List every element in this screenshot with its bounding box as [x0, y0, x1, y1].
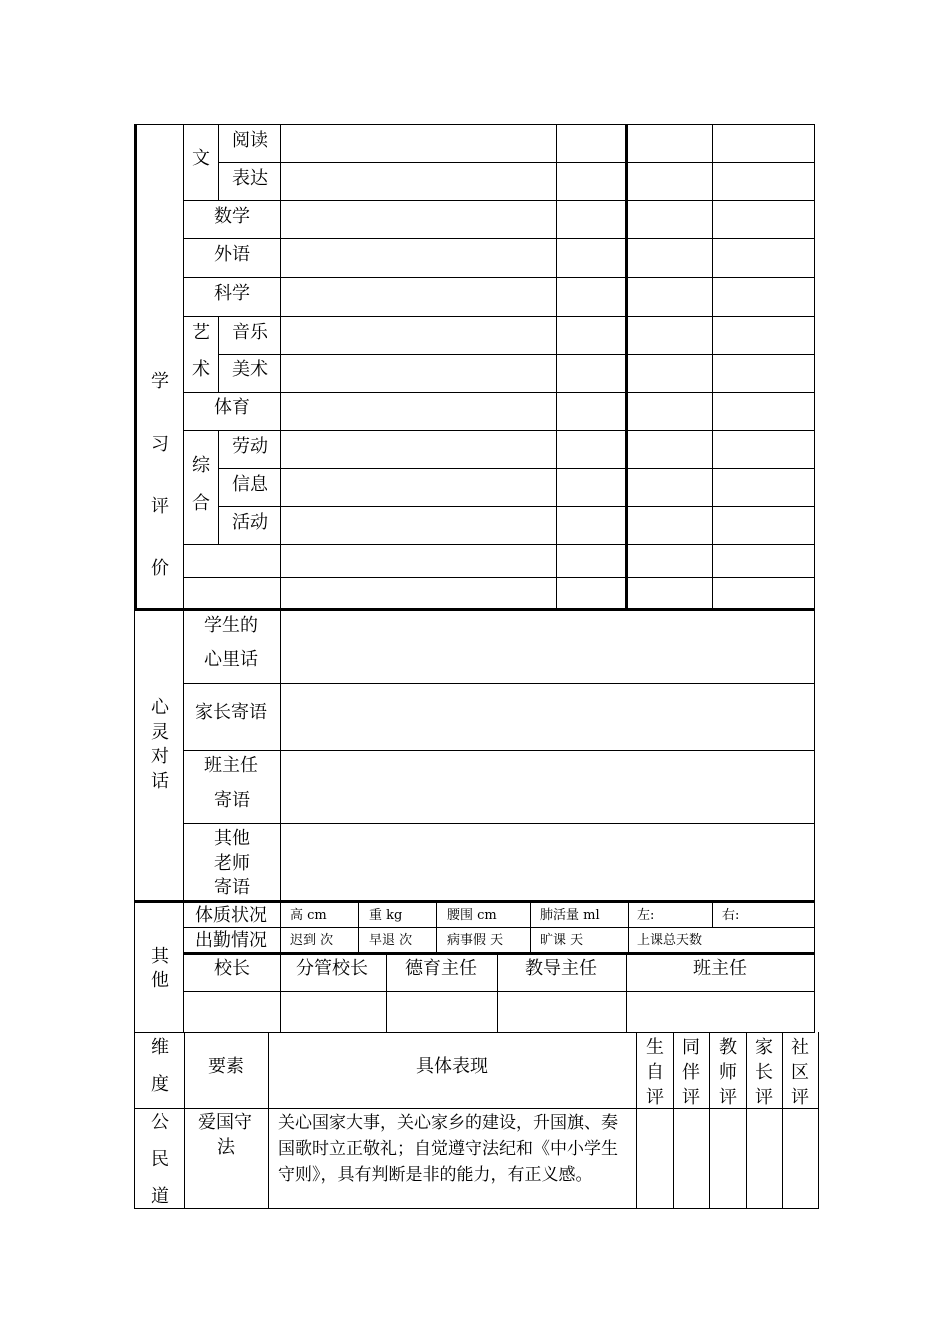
- activity-label: 活动: [232, 512, 268, 533]
- col-divider-2: [625, 124, 628, 610]
- civic-dimension-char: 民: [151, 1149, 169, 1170]
- teacher-eval-header-char: 教: [719, 1037, 737, 1058]
- row-line: [218, 162, 815, 163]
- row-line: [183, 750, 815, 751]
- col-line: [628, 902, 629, 952]
- vision-left-field: 左:: [637, 908, 655, 923]
- row-line: [183, 823, 815, 824]
- labor-label: 劳动: [232, 436, 268, 457]
- row-line: [183, 392, 815, 393]
- study-label-char: 学: [151, 371, 169, 392]
- dialogue-label-char: 心: [151, 697, 169, 718]
- patriotic-description: 关心国家大事，关心家乡的建设，升国旗、奏国歌时立正敬礼；自觉遵守法纪和《中小学生守则》，具有判断是非的能力，有正义感。: [278, 1113, 618, 1185]
- study-left-border: [134, 124, 137, 610]
- col-line: [268, 1032, 269, 1209]
- dimension-header-char: 度: [151, 1074, 169, 1095]
- col-line: [709, 1032, 710, 1209]
- section-label-divider: [183, 124, 184, 1032]
- eval-bottom-border: [134, 1208, 819, 1209]
- row-line: [183, 316, 815, 317]
- lower-left-border: [134, 610, 135, 1032]
- other-bottom-border: [134, 1032, 815, 1033]
- col-divider-1: [556, 124, 557, 610]
- dialogue-label-char: 话: [151, 771, 169, 792]
- peer-eval-header-char: 同: [682, 1037, 700, 1058]
- community-eval-header-char: 区: [791, 1062, 809, 1083]
- study-bottom-border: [134, 608, 815, 611]
- row-line: [218, 506, 815, 507]
- civic-dimension-char: 公: [151, 1112, 169, 1133]
- comprehensive-label-char: 综: [192, 455, 210, 476]
- moral-director-label: 德育主任: [405, 958, 477, 979]
- weight-field: 重 kg: [369, 908, 403, 923]
- truancy-field: 旷课 天: [540, 933, 584, 948]
- row-line: [183, 277, 815, 278]
- science-label: 科学: [214, 283, 250, 304]
- community-eval-header-char: 评: [791, 1087, 809, 1108]
- self-eval-header-char: 评: [646, 1087, 664, 1108]
- dialogue-label-char: 灵: [151, 722, 169, 743]
- head-teacher-label: 班主任: [693, 958, 747, 979]
- eval-left-border: [134, 1032, 135, 1209]
- physique-label: 体质状况: [195, 905, 267, 926]
- col-line: [530, 902, 531, 952]
- vision-right-field: 右:: [722, 908, 740, 923]
- parent-message-label: 家长寄语: [195, 702, 267, 723]
- comprehensive-label-char: 合: [192, 493, 210, 514]
- performance-header: 具体表现: [416, 1056, 488, 1077]
- col-line: [358, 902, 359, 952]
- chinese-label: 文: [192, 148, 210, 169]
- vice-principal-label: 分管校长: [296, 958, 368, 979]
- row-line: [183, 544, 815, 545]
- dimension-header-char: 维: [151, 1037, 169, 1058]
- parent-eval-header-char: 评: [755, 1087, 773, 1108]
- arts-label-char: 艺: [192, 322, 210, 343]
- col-line: [782, 1032, 783, 1209]
- other-label-char: 他: [151, 970, 169, 991]
- row-line: [218, 354, 815, 355]
- col-line: [280, 902, 281, 1032]
- subject-divider: [280, 124, 281, 610]
- fine-art-label: 美术: [232, 359, 268, 380]
- study-label-char: 价: [151, 558, 169, 579]
- dialogue-label-char: 对: [151, 746, 169, 767]
- col-line: [436, 902, 437, 952]
- total-days-field: 上课总天数: [637, 933, 703, 948]
- math-label: 数学: [214, 206, 250, 227]
- row-line: [183, 952, 815, 955]
- eval-right-border: [818, 1032, 819, 1209]
- other-teacher-message-label: 寄语: [214, 877, 250, 898]
- height-field: 高 cm: [290, 908, 327, 923]
- teacher-eval-header-char: 师: [719, 1062, 737, 1083]
- dialogue-divider: [280, 610, 281, 902]
- info-tech-label: 信息: [232, 474, 268, 495]
- study-label-char: 习: [151, 434, 169, 455]
- col-divider-3: [712, 124, 713, 610]
- row-line: [183, 577, 815, 578]
- row-line: [183, 991, 815, 992]
- head-teacher-message-label: 寄语: [214, 790, 250, 811]
- col-line: [386, 954, 387, 1032]
- peer-eval-header-char: 评: [682, 1087, 700, 1108]
- parent-eval-header-char: 家: [755, 1037, 773, 1058]
- lung-capacity-field: 肺活量 ml: [540, 908, 600, 923]
- row-line: [183, 430, 815, 431]
- other-label-char: 其: [151, 946, 169, 967]
- pe-label: 体育: [214, 397, 250, 418]
- music-label: 音乐: [232, 322, 268, 343]
- element-header: 要素: [208, 1056, 244, 1077]
- arts-label-char: 术: [192, 359, 210, 380]
- peer-eval-header-char: 伴: [682, 1062, 700, 1083]
- student-words-label: 心里话: [204, 649, 258, 670]
- early-leave-field: 早退 次: [369, 933, 413, 948]
- leave-field: 病事假 天: [447, 933, 504, 948]
- col-line: [626, 954, 627, 1032]
- reading-label: 阅读: [232, 130, 268, 151]
- other-teacher-message-label: 其他: [214, 828, 250, 849]
- study-label-char: 评: [151, 496, 169, 517]
- attendance-label: 出勤情况: [195, 930, 267, 951]
- late-field: 迟到 次: [290, 933, 334, 948]
- self-eval-header-char: 自: [646, 1062, 664, 1083]
- comprehensive-divider: [218, 430, 219, 544]
- table-right-border: [814, 124, 815, 1032]
- waist-field: 腰围 cm: [447, 908, 497, 923]
- col-line: [712, 902, 713, 927]
- patriotic-element: 爱国守: [198, 1112, 252, 1133]
- teacher-eval-header-char: 评: [719, 1087, 737, 1108]
- self-eval-header-char: 生: [646, 1037, 664, 1058]
- row-line: [183, 927, 815, 928]
- other-teacher-message-label: 老师: [214, 853, 250, 874]
- community-eval-header-char: 社: [791, 1037, 809, 1058]
- student-words-label: 学生的: [204, 615, 258, 636]
- head-teacher-message-label: 班主任: [204, 755, 258, 776]
- row-line: [183, 683, 815, 684]
- civic-dimension-char: 道: [151, 1186, 169, 1207]
- row-line: [183, 238, 815, 239]
- expression-label: 表达: [232, 168, 268, 189]
- row-line: [218, 468, 815, 469]
- row-line: [183, 200, 815, 201]
- col-line: [673, 1032, 674, 1209]
- col-line: [497, 954, 498, 1032]
- col-line: [746, 1032, 747, 1209]
- principal-label: 校长: [214, 958, 250, 979]
- teaching-director-label: 教导主任: [525, 958, 597, 979]
- foreign-language-label: 外语: [214, 244, 250, 265]
- patriotic-element: 法: [217, 1137, 235, 1158]
- parent-eval-header-char: 长: [755, 1062, 773, 1083]
- col-line: [636, 1032, 637, 1209]
- col-line: [184, 1032, 185, 1209]
